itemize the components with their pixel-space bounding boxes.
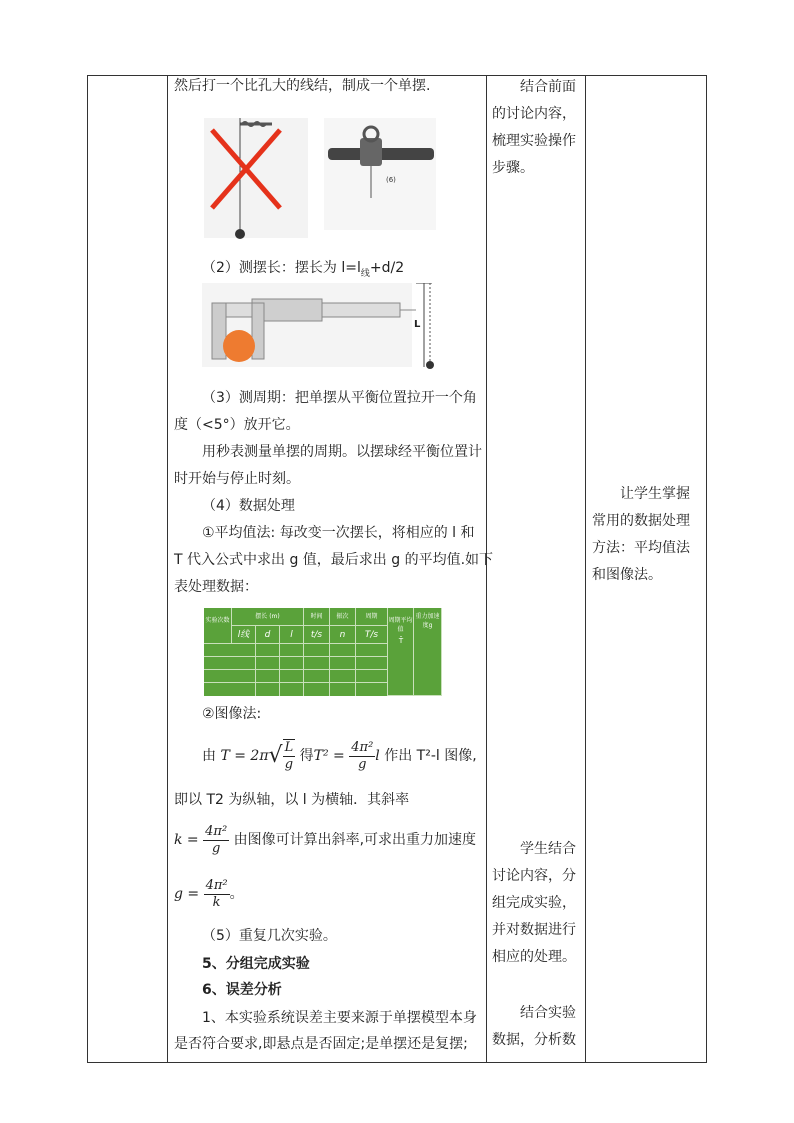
gravity-formula (174, 872, 244, 916)
pendulum-setup-figure (204, 114, 444, 244)
activity-block: 学生结合 讨论内容，分 组完成实验， 并对数据进行 相应的处理。 (492, 841, 576, 965)
data-processing-table (204, 608, 442, 696)
section-title: ②图像法: (202, 706, 262, 722)
table-col-line (256, 644, 280, 696)
table-header-swings: 振次 (330, 608, 356, 626)
text-line: 1、本实验系统误差主要来源于单摆模型本身 (202, 1010, 477, 1026)
text-line: 时开始与停止时刻。 (174, 471, 300, 487)
table-subheader: l (280, 626, 304, 644)
text-line: T 代入公式中求出 g 值，最后求出 g 的平均值.如下 (174, 552, 494, 568)
formula-suffix: 作出 T²-l 图像, (384, 748, 477, 764)
table-header-time: 时间 (304, 608, 330, 626)
main-content-column (168, 76, 494, 1062)
g-numerator: 4π² (205, 877, 228, 893)
table-subheader: n (330, 626, 356, 644)
formula-line: 由 T = 2π√ $\frac{L}{g}$ 得T² = $\frac{\text{4π²}}{g}$ l 作出 T²-l 图像, (202, 739, 477, 772)
length-label: L (414, 319, 421, 330)
text-line: 度（<5°）放开它。 (174, 417, 300, 433)
table-header-trial: 实验次数 (204, 608, 232, 644)
table-subheader: T̄ (398, 637, 404, 645)
design-intent-column (586, 76, 706, 1062)
k-numerator: 4π² (205, 823, 228, 839)
text-line: 即以 T2 为纵轴，以 l 为横轴．其斜率 (174, 792, 410, 808)
formula-t: T = 2π (220, 748, 269, 764)
g-prefix: g = (174, 886, 200, 902)
formula-t2: T² = (313, 748, 345, 764)
caliper-figure (202, 283, 438, 375)
text-line: ①平均值法: 每改变一次摆长，将相应的 l 和 (202, 525, 475, 541)
measure-length-prefix: （2）测摆长：摆长为 l=l (202, 260, 361, 276)
sqrt-numerator: L (284, 740, 294, 755)
text-line: 是否符合要求,即悬点是否固定;是单摆还是复摆; (174, 1036, 468, 1052)
activity-block: 结合前面 的讨论内容， 梳理实验操作 步骤。 (492, 79, 576, 176)
text-line: 用秒表测量单摆的周期。以摆球经平衡位置计 (202, 444, 482, 460)
g-suffix: 。 (229, 886, 244, 902)
table-subheader: T/s (356, 626, 388, 644)
section-heading: 6、误差分析 (202, 982, 282, 998)
text-line: 表处理数据： (174, 579, 258, 595)
k-denominator: g (211, 840, 221, 856)
table-col-line (356, 644, 388, 696)
formula-prefix: 由 (202, 748, 216, 764)
k-suffix: 由图像可计算出斜率,可求出重力加速度 (233, 832, 477, 848)
table-col-line (280, 644, 304, 696)
table-header-period-avg: 周期平均值 (388, 608, 414, 696)
table-header-period: 周期 (356, 608, 388, 626)
g-denominator: k (212, 894, 221, 910)
formula-mid: 得 (299, 748, 314, 764)
section-title: （4）数据处理 (202, 498, 295, 514)
text-line: 然后打一个比孔大的线结，制成一个单摆. (174, 78, 431, 94)
table-header-length: 摆长 (m) (232, 608, 304, 626)
lesson-table (87, 75, 707, 1063)
slope-formula (174, 818, 476, 862)
table-header-gravity: 重力加速度g (414, 608, 442, 696)
table-col-line (304, 644, 330, 696)
text-line: （5）重复几次实验。 (202, 928, 337, 944)
table-subheader: t/s (304, 626, 330, 644)
measure-length-sub: 线 (360, 268, 370, 279)
fraction-numerator: 4π² (351, 739, 374, 755)
table-col-line (330, 644, 356, 696)
k-prefix: k = (174, 832, 199, 848)
formula-l: l (375, 748, 380, 764)
section-heading: 5、分组完成实验 (202, 956, 310, 972)
table-subheader: l线 (232, 626, 256, 644)
intent-block: 让学生掌握 常用的数据处理 方法：平均值法 和图像法。 (592, 486, 690, 583)
sqrt-denominator: g (284, 757, 294, 772)
text-line: （3）测周期：把单摆从平衡位置拉开一个角 (202, 390, 477, 406)
activity-block: 结合实验 数据，分析数 (492, 1005, 576, 1048)
student-activity-column (487, 76, 585, 1062)
measure-length-suffix: +d/2 (369, 260, 405, 276)
fraction-denominator: g (358, 756, 367, 772)
table-subheader: d (256, 626, 280, 644)
table-col-line (232, 644, 256, 696)
figure-label: (6) (386, 176, 396, 184)
